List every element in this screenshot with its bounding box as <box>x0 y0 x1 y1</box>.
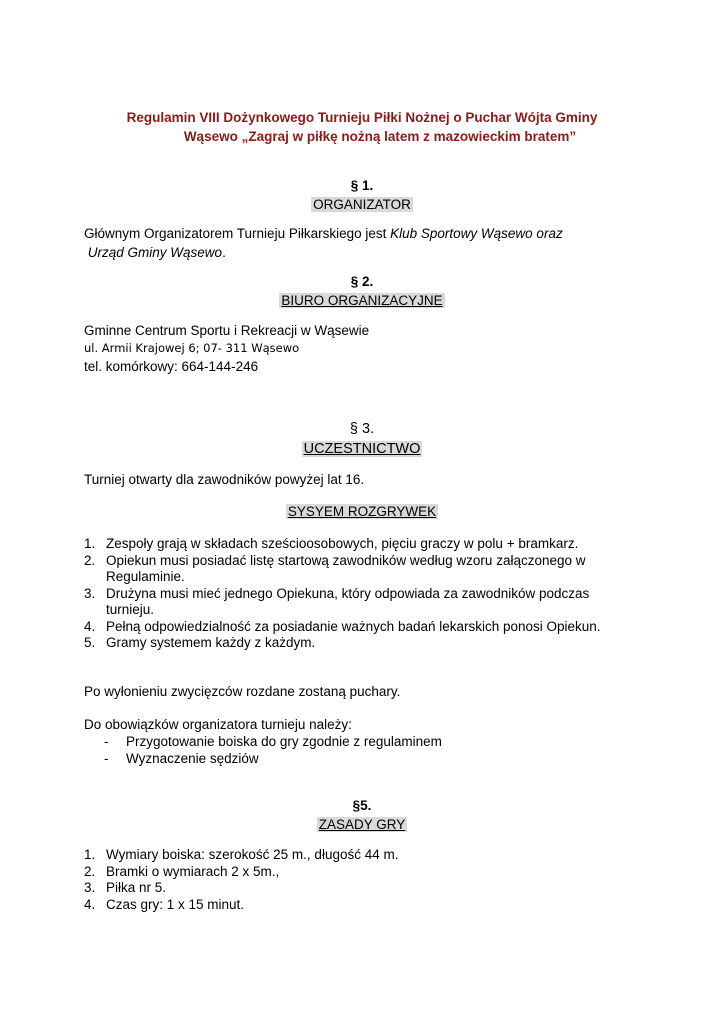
address-line-3: tel. komórkowy: 664-144-246 <box>84 359 259 374</box>
list-item: 2. Bramki o wymiarach 2 x 5m., <box>84 863 280 879</box>
duties-intro: Do obowiązków organizatora turnieju należy: <box>84 717 352 732</box>
system-list <box>84 536 640 652</box>
section-5-title: ZASADY GRY <box>318 817 406 832</box>
system-heading <box>84 502 640 521</box>
section-1-text-suffix: . <box>222 245 226 260</box>
rules-list <box>84 847 640 913</box>
section-2-title: BIURO ORGANIZACYJNE <box>281 293 443 308</box>
section-3-title: UCZESTNICTWO <box>303 441 421 457</box>
document-title <box>84 108 640 146</box>
address-line-2: ul. Armii Krajowej 6; 07- 311 Wąsewo <box>84 341 300 355</box>
list-item: 3. Drużyna musi mieć jednego Opiekuna, który odpowiada za zawodników podczas turnieju. <box>84 585 590 617</box>
list-item: 1. Wymiary boiska: szerokość 25 m., długość 44 m. <box>84 847 399 862</box>
section-3-text: Turniej otwarty dla zawodników powyżej lat 16. <box>84 472 365 487</box>
section-1-number: § 1. <box>350 178 374 193</box>
list-item: 1. Zespoły grają w składach sześcioosobowych, pięciu graczy w polu + bramkarz. <box>84 536 579 551</box>
list-item: 4. Pełną odpowiedzialność za posiadanie ważnych badań lekarskich ponosi Opiekun. <box>84 618 601 634</box>
section-1-text-italic-2: Urząd Gminy Wąsewo <box>87 245 223 260</box>
section-5-number: §5. <box>352 798 372 813</box>
section-3-heading <box>84 419 640 459</box>
section-1-text-italic-1: Klub Sportowy Wąsewo oraz <box>390 226 563 241</box>
list-item: - Przygotowanie boiska do gry zgodnie z regulaminem <box>104 734 442 749</box>
section-2-address <box>84 321 640 376</box>
section-1-heading <box>84 176 640 214</box>
title-line-1: Regulamin VIII Dożynkowego Turnieju Piłki Nożnej o Puchar Wójta Gminy <box>126 110 598 125</box>
list-item: 3. Piłka nr 5. <box>84 880 167 895</box>
duties-list <box>104 733 624 767</box>
title-line-2: Wąsewo „Zagraj w piłkę nożną latem z mazowieckim bratem” <box>183 129 577 144</box>
prizes-text: Po wyłonieniu zwycięzców rozdane zostaną puchary. <box>84 684 401 699</box>
section-2-heading <box>84 272 640 310</box>
address-line-1: Gminne Centrum Sportu i Rekreacji w Wąsewie <box>84 323 370 338</box>
section-5-heading <box>84 796 640 834</box>
list-item: - Wyznaczenie sędziów <box>104 751 259 766</box>
section-1-title: ORGANIZATOR <box>313 197 411 212</box>
section-3-number: § 3. <box>349 421 375 437</box>
section-1-text <box>84 224 640 262</box>
section-2-number: § 2. <box>350 274 374 289</box>
section-1-text-prefix: Głównym Organizatorem Turnieju Piłkarskiego jest <box>84 226 391 241</box>
system-title: SYSYEM ROZGRYWEK <box>287 504 437 519</box>
list-item: 2. Opiekun musi posiadać listę startową zawodników według wzoru załączonego w Regulaminie. <box>84 552 586 584</box>
list-item: 4. Czas gry: 1 x 15 minut. <box>84 896 245 912</box>
list-item: 5. Gramy systemem każdy z każdym. <box>84 635 316 650</box>
